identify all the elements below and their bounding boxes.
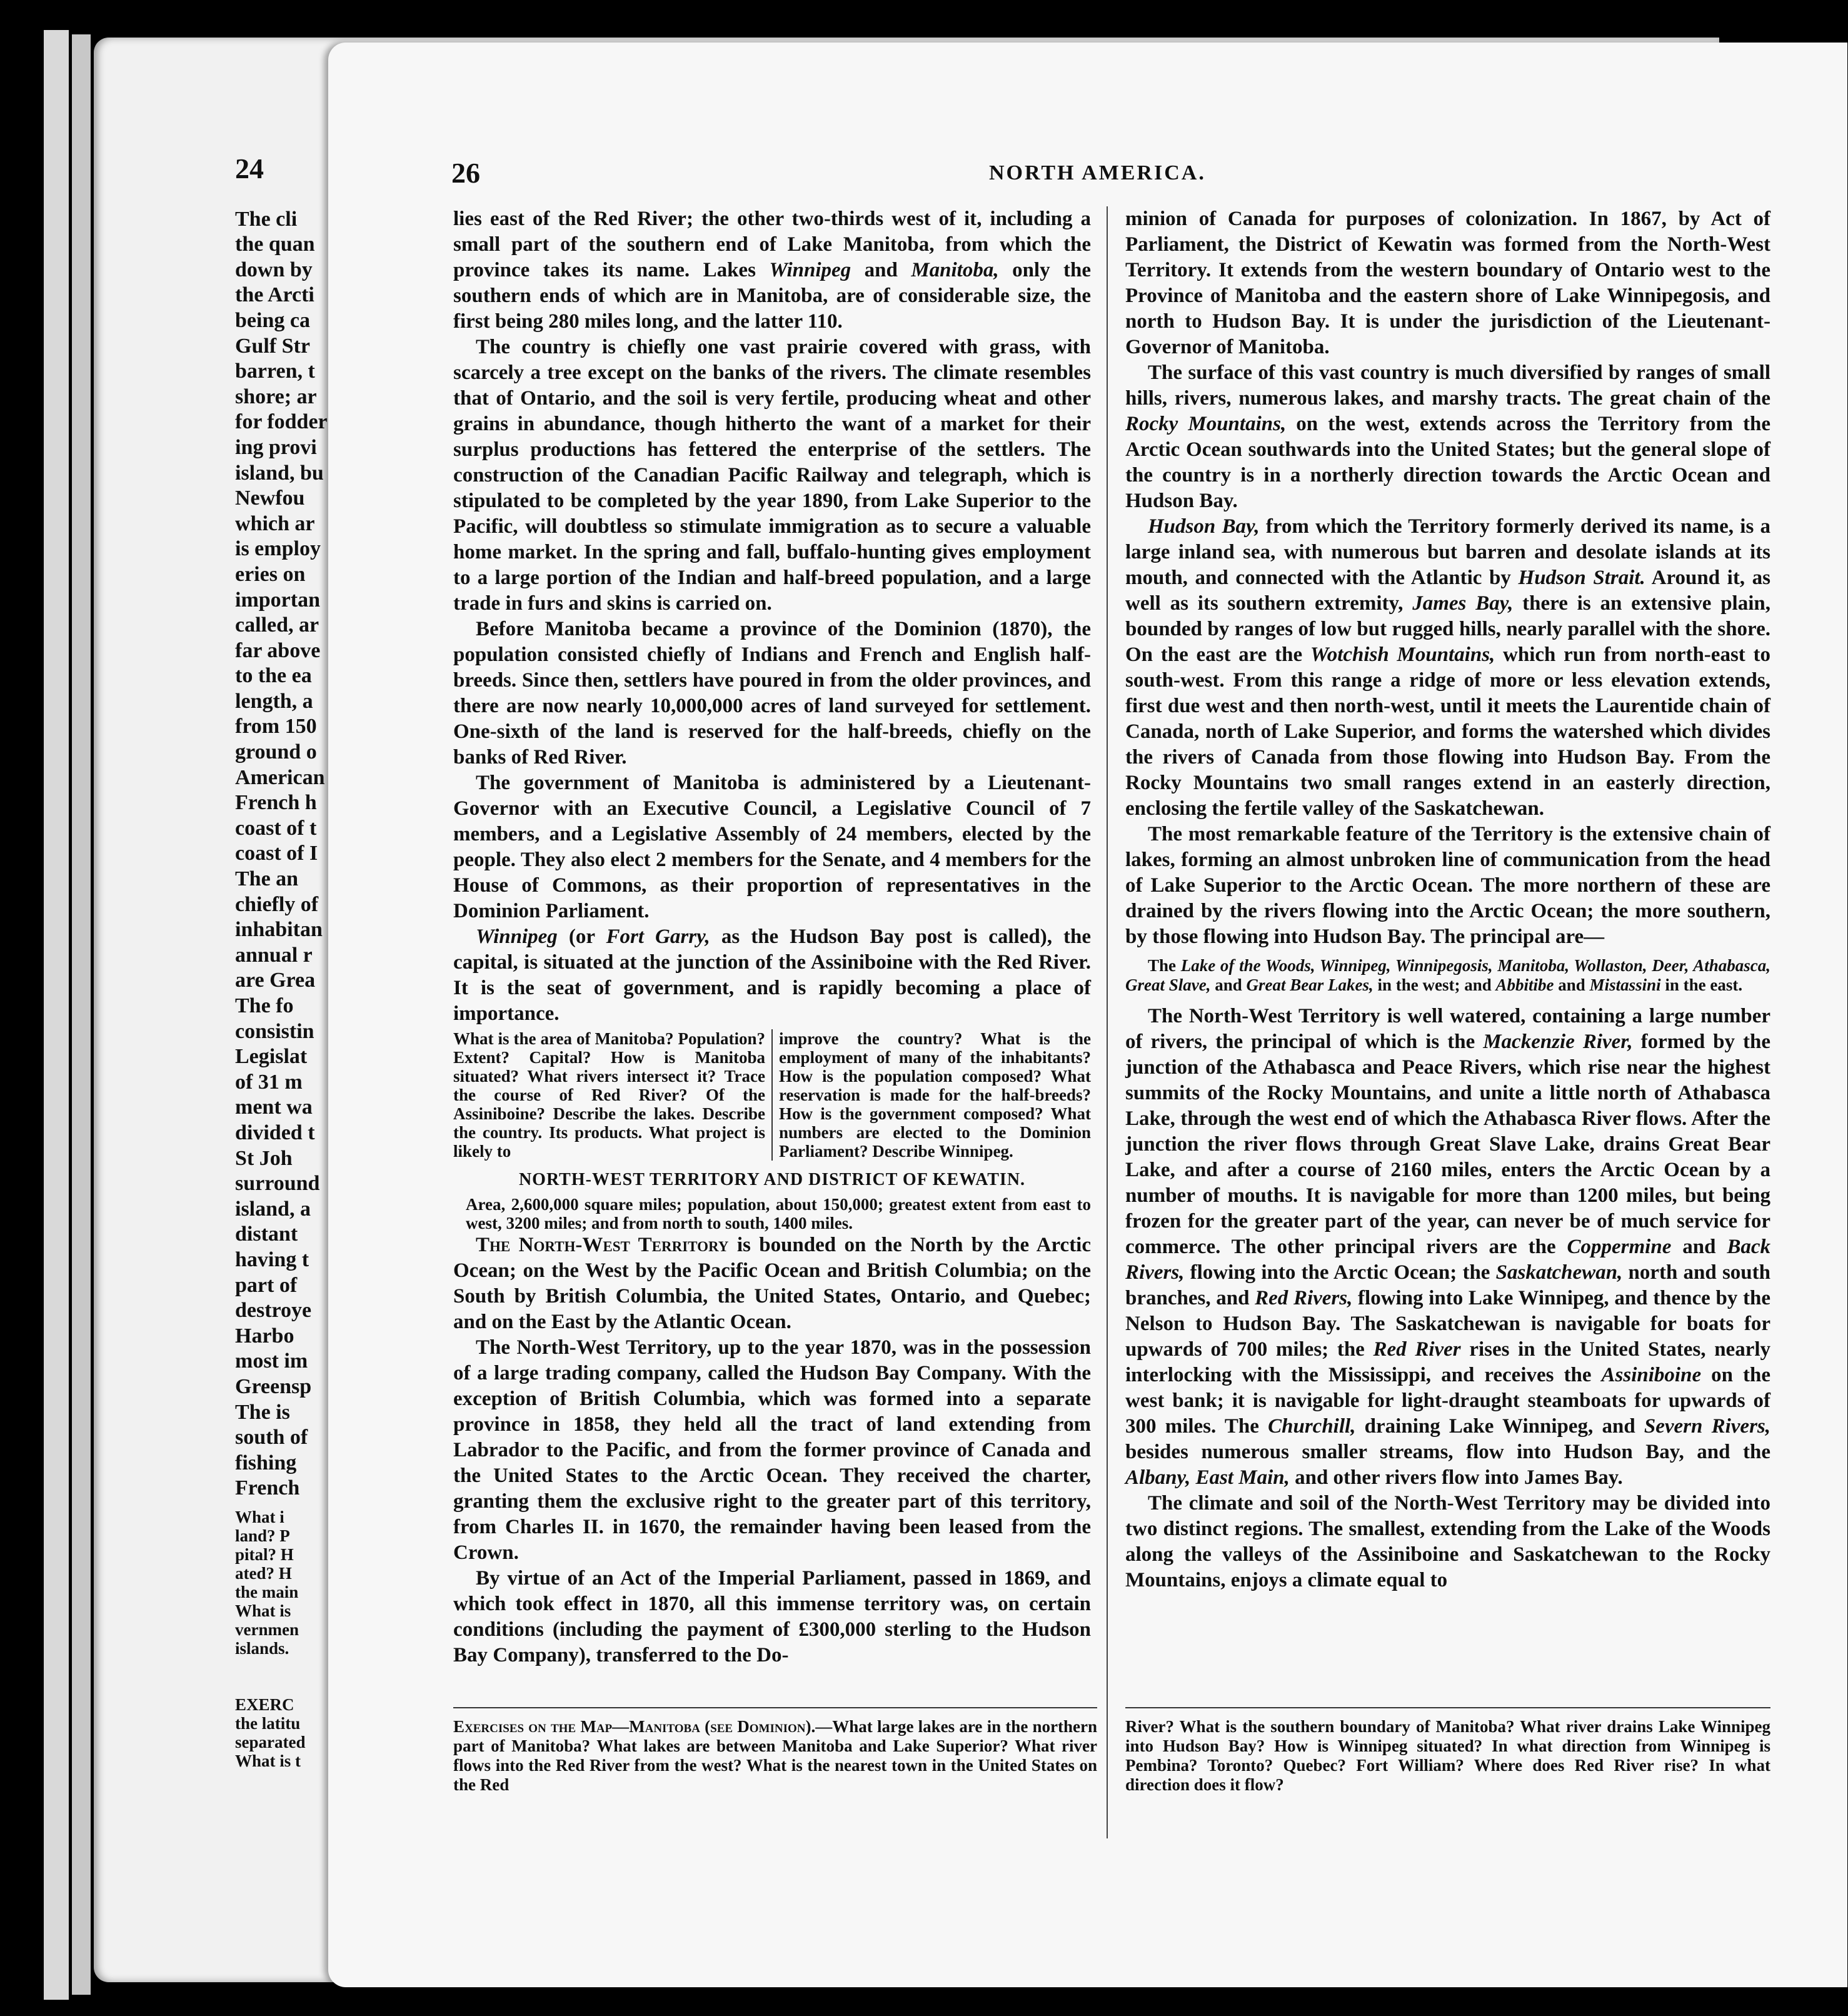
underlying-page-line: the quan [235,233,315,256]
underlying-page-line: barren, t [235,360,315,383]
underlying-page-line: Greensp [235,1374,312,1398]
map-exercises-text: —What large lakes are in the northern part of Manitoba? What lakes are between Manitoba and Lake Superior? What river flows into the Red River from the west? What is the nearest town in the United States on the Red [453,1717,1098,1794]
underlying-page-line: fishing [235,1451,297,1474]
underlying-page-line: Harbo [235,1324,294,1348]
underlying-page-line: French [235,1476,300,1500]
book-edge-inner [72,34,91,1995]
underlying-page-line: called, ar [235,613,319,637]
review-questions-right: improve the country? What is the employment of many of the inhabitants? How is the population composed? What reservation is made for the half-breeds? How is the government composed? What numbers are elected to the Dominion Parliament? Describe Winnipeg. [771,1029,1091,1161]
underlying-page-line: having t [235,1247,309,1271]
review-questions [453,1029,1091,1161]
paragraph: By virtue of an Act of the Imperial Parliament, passed in 1869, and which took effect in 1870, all this immense territory was, on certain conditions (including the payment of £300,000 sterling to the Hudson Bay Company), transferred to the Do- [453,1567,1091,1666]
underlying-page-line: to the ea [235,664,312,688]
underlying-page-line: of 31 m [235,1070,303,1094]
underlying-page-line: coast of I [235,842,318,865]
underlying-page-line: the latitu [235,1713,301,1733]
underlying-page-line: for fodder [235,410,328,434]
underlying-page-line: annual r [235,943,313,967]
underlying-page-line: coast of t [235,816,317,840]
paragraph: minion of Canada for purposes of colonization. In 1867, by Act of Parliament, the District of Kewatin was formed from the North-West Territory. It extends from the western boundary of Ontario west to the Province of Manitoba and the eastern shore of Lake Winnipegosis, and north to Hudson Bay. It is under the jurisdiction of the Lieutenant-Governor of Manitoba. [1125,208,1770,358]
underlying-page-line: eries on [235,562,306,586]
paragraph: The North-West Territory is well watered, containing a large number of rivers, the principal of which is the Mackenzie River, formed by the junction of the Athabasca and Peace Rivers, which rise near the highest summits of the Rocky Mountains, and unite a little north of Athabasca Lake, through the west end of which the Athabasca River flows. After the junction the river flows through Great Slave Lake, drains Great Bear Lake, and after a course of 2160 miles, enters the Arctic Ocean by a number of mouths. It is navigable for more than 1200 miles, but being frozen for the greater part of the year, can never be of much service for commerce. The other principal rivers are the Coppermine and Back Rivers, flowing into the Arctic Ocean; the Saskatchewan, north and south branches, and Red Rivers, flowing into Lake Winnipeg, and thence by the Nelson to Hudson Bay. The Saskatchewan is navigable for boats for upwards of 700 miles; the Red River rises in the United States, nearly interlocking with the Mississippi, and receives the Assiniboine on the west bank; it is navigable for light-draught steamboats for upwards of 300 miles. The Churchill, draining Lake Winnipeg, and Severn Rivers, besides numerous smaller streams, flow into Hudson Bay, and the Albany, East Main, and other rivers flow into James Bay. [1125,1005,1771,1489]
underlying-page-line: Legislat [235,1045,308,1069]
underlying-page-line: divided t [235,1121,315,1144]
underlying-page-line: consistin [235,1019,314,1043]
underlying-page-line: The is [235,1400,290,1424]
underlying-page-questions [235,1508,329,1658]
underlying-page-line: length, a [235,689,313,713]
underlying-page-line: being ca [235,308,310,332]
paragraph: lies east of the Red River; the other two-thirds west of it, including a small part of the southern end of Lake Manitoba, from which the province takes its name. Lakes Winnipeg and Manitoba, only the southern ends of which are in Manitoba, are of considerable size, the first being 280 miles long, and the latter 110. [453,208,1092,333]
map-exercises-label: Exercises on the Map—Manitoba (see Dominion). [453,1717,816,1736]
underlying-page-line: pital? H [235,1545,294,1564]
underlying-page-line: American [235,765,325,789]
underlying-page-number: 24 [235,156,264,184]
paragraph: The climate and soil of the North-West Territory may be divided into two distinct regions. The smallest, extending from the Lake of the Woods along the valleys of the Assiniboine and Saskatchewan to the Rocky Mountains, enjoys a climate equal to [1125,1492,1770,1591]
book-edge-left [44,30,69,2000]
right-column [1125,206,1770,1593]
review-questions-left: What is the area of Manitoba? Population? Extent? Capital? How is Manitoba situated? What rivers intersect it? Trace the course of Red River? Of the Assiniboine? Describe the lakes. Describe the country. Its products. What project is likely to [453,1029,765,1161]
underlying-page-line: destroye [235,1299,312,1323]
paragraph: Before Manitoba became a province of the Dominion (1870), the population consisted chiefly of Indians and French and English half-breeds. Since then, settlers have poured in from the older provinces, and there are now nearly 10,000,000 acres of land surveyed for settlement. One-sixth of the land is reserved for the half-breeds, chiefly on the banks of Red River. [453,618,1091,769]
underlying-page-line: land? P [235,1526,290,1545]
underlying-page-line: island, a [235,1197,311,1221]
underlying-page-line: from 150 [235,715,317,738]
underlying-page-line: the main [235,1582,299,1601]
underlying-page-line: separated [235,1732,306,1751]
underlying-page-footer [235,1695,329,1770]
underlying-page-line: surround [235,1172,320,1196]
underlying-page-line: St Joh [235,1146,293,1170]
map-exercises-right: River? What is the southern boundary of Manitoba? What river drains Lake Winnipeg into Hudson Bay? How is Winnipeg situated? In what direction from Winnipeg is Pembina? Toronto? Quebec? Fort William? Where does Red River rise? In what direction does it flow? [1125,1717,1770,1794]
underlying-page-line: island, bu [235,461,324,485]
underlying-page-line: south of [235,1426,308,1449]
underlying-page-line: The an [235,867,299,891]
underlying-page-line: importan [235,588,320,612]
underlying-page-line: The fo [235,994,294,1017]
paragraph: Hudson Bay, from which the Territory formerly derived its name, is a large inland sea, with numerous but barren and desolate islands at its mouth, and connected with the Atlantic by Hudson Strait. Around it, as well as its southern extremity, James Bay, there is an extensive plain, bounded by ranges of low but rugged hills, nearly parallel with the shore. On the east are the Wotchish Mountains, which run from north-east to south-west. From this range a ridge of more or less elevation extends, first due west and then north-west, until it meets the Laurentide chain of Canada, north of Lake Superior, and forms the watershed which divides the rivers of Canada from those flowing into Hudson Bay. From the Rocky Mountains two small ranges extend in an easterly direction, enclosing the fertile valley of the Saskatchewan. [1125,515,1771,820]
footer-rule-right [1125,1707,1770,1708]
underlying-page-line: are Grea [235,969,316,992]
paragraph: The country is chiefly one vast prairie covered with grass, with scarcely a tree except on the banks of the rivers. The climate resembles that of Ontario, and the soil is very fertile, producing wheat and other grains in abundance, though hitherto the want of a market for their surplus productions has fettered the enterprise of the settlers. The construction of the Canadian Pacific Railway and telegraph, which is stipulated to be completed by the year 1890, from Lake Superior to the Pacific, will doubtless so stimulate immigration as to secure a valuable home market. In the spring and fall, buffalo-hunting gives employment to a large portion of the Indian and half-breed population, and a large trade in furs and skins is carried on. [453,336,1091,615]
paragraph: The most remarkable feature of the Territory is the extensive chain of lakes, forming an almost unbroken line of communication from the head of Lake Superior to the Arctic Ocean. The more northern of these are drained by the rivers flowing into the Arctic Ocean; the more southern, by those flowing into Hudson Bay. The principal are— [1125,823,1770,948]
paragraph: The surface of this vast country is much diversified by ranges of small hills, rivers, numerous lakes, and marshy tracts. The great chain of the Rocky Mountains, on the west, extends across the Territory from the Arctic Ocean southwards into the United States; but the general slope of the country is in a northerly direction towards the Arctic Ocean and Hudson Bay. [1125,361,1770,512]
left-column [453,206,1091,1668]
paragraph: The North-West Territory is bounded on the North by the Arctic Ocean; on the West by the Pacific Ocean and British Columbia; on the South by British Columbia, the United States, Ontario, and Quebec; and on the East by the Atlantic Ocean. [453,1234,1091,1333]
underlying-page-line: vernmen [235,1620,299,1639]
underlying-page-line: ated? H [235,1563,292,1583]
underlying-page-lines [235,207,329,1501]
underlying-page-line: chiefly of [235,892,319,916]
underlying-page-line: EXERC [235,1695,294,1714]
underlying-page-line: shore; ar [235,385,317,408]
underlying-page-line: What is [235,1601,291,1620]
section-subtitle: Area, 2,600,000 square miles; population, about 150,000; greatest extent from east to west, 3200 miles; and from north to south, 1400 miles. [466,1195,1091,1232]
underlying-page-line: most im [235,1349,308,1373]
underlying-page-line: far above [235,638,321,662]
lake-list: The Lake of the Woods, Winnipeg, Winnipegosis, Manitoba, Wollaston, Deer, Athabasca, Great Slave, and Great Bear Lakes, in the west; and Abbitibe and Mistassini in the east. [1125,956,1771,994]
underlying-page-line: the Arcti [235,283,314,307]
underlying-page-text [235,156,329,1907]
underlying-page-line: distant [235,1222,298,1246]
paragraph: The government of Manitoba is administered by a Lieutenant-Governor with an Executive Council, a Legislative Council of 7 members, and a Legislative Assembly of 24 members, elected by the people. They also elect 2 members for the Senate, and 4 members for the House of Commons, as their proportion of representatives in the Dominion Parliament. [453,772,1091,922]
underlying-page-line: inhabitan [235,918,323,942]
underlying-page-line: Newfou [235,486,305,510]
underlying-page-line: islands. [235,1638,289,1658]
underlying-page-line: is employ [235,537,321,561]
column-divider [1107,206,1108,1838]
underlying-page-line: which ar [235,512,315,535]
paragraph: Winnipeg (or Fort Garry, as the Hudson Bay post is called), the capital, is situated at the junction of the Assiniboine with the Red River. It is the seat of government, and is rapidly becoming a place of importance. [453,925,1092,1025]
underlying-page-line: ment wa [235,1096,313,1119]
underlying-page-line: ground o [235,740,317,764]
underlying-page-line: French h [235,791,317,815]
underlying-page-line: part of [235,1273,298,1297]
underlying-page-line: ing provi [235,435,317,459]
paragraph: The North-West Territory, up to the year 1870, was in the possession of a large trading company, called the Hudson Bay Company. With the exception of British Columbia, which was formed into a separate province in 1858, they held all the tract of land extending from Labrador to the Pacific, and from the former province of Canada and the United States to the Arctic Ocean. They received the charter, granting them the exclusive right to the greater part of this territory, from Charles II. in 1670, the remainder having been leased from the Crown. [453,1336,1091,1564]
section-title: NORTH-WEST TERRITORY AND DISTRICT OF KEWATIN. [518,1170,1026,1189]
underlying-page-line: The cli [235,207,298,231]
underlying-page-line: down by [235,258,313,281]
page-number: 26 [451,157,480,189]
underlying-page-line: What i [235,1507,284,1526]
running-head: NORTH AMERICA. [989,161,1206,184]
footer-rule-left [453,1707,1097,1708]
underlying-page-line: Gulf Str [235,334,310,358]
map-exercises-left [453,1717,1097,1795]
underlying-page-line: What is t [235,1751,301,1770]
page-header [451,156,1770,194]
